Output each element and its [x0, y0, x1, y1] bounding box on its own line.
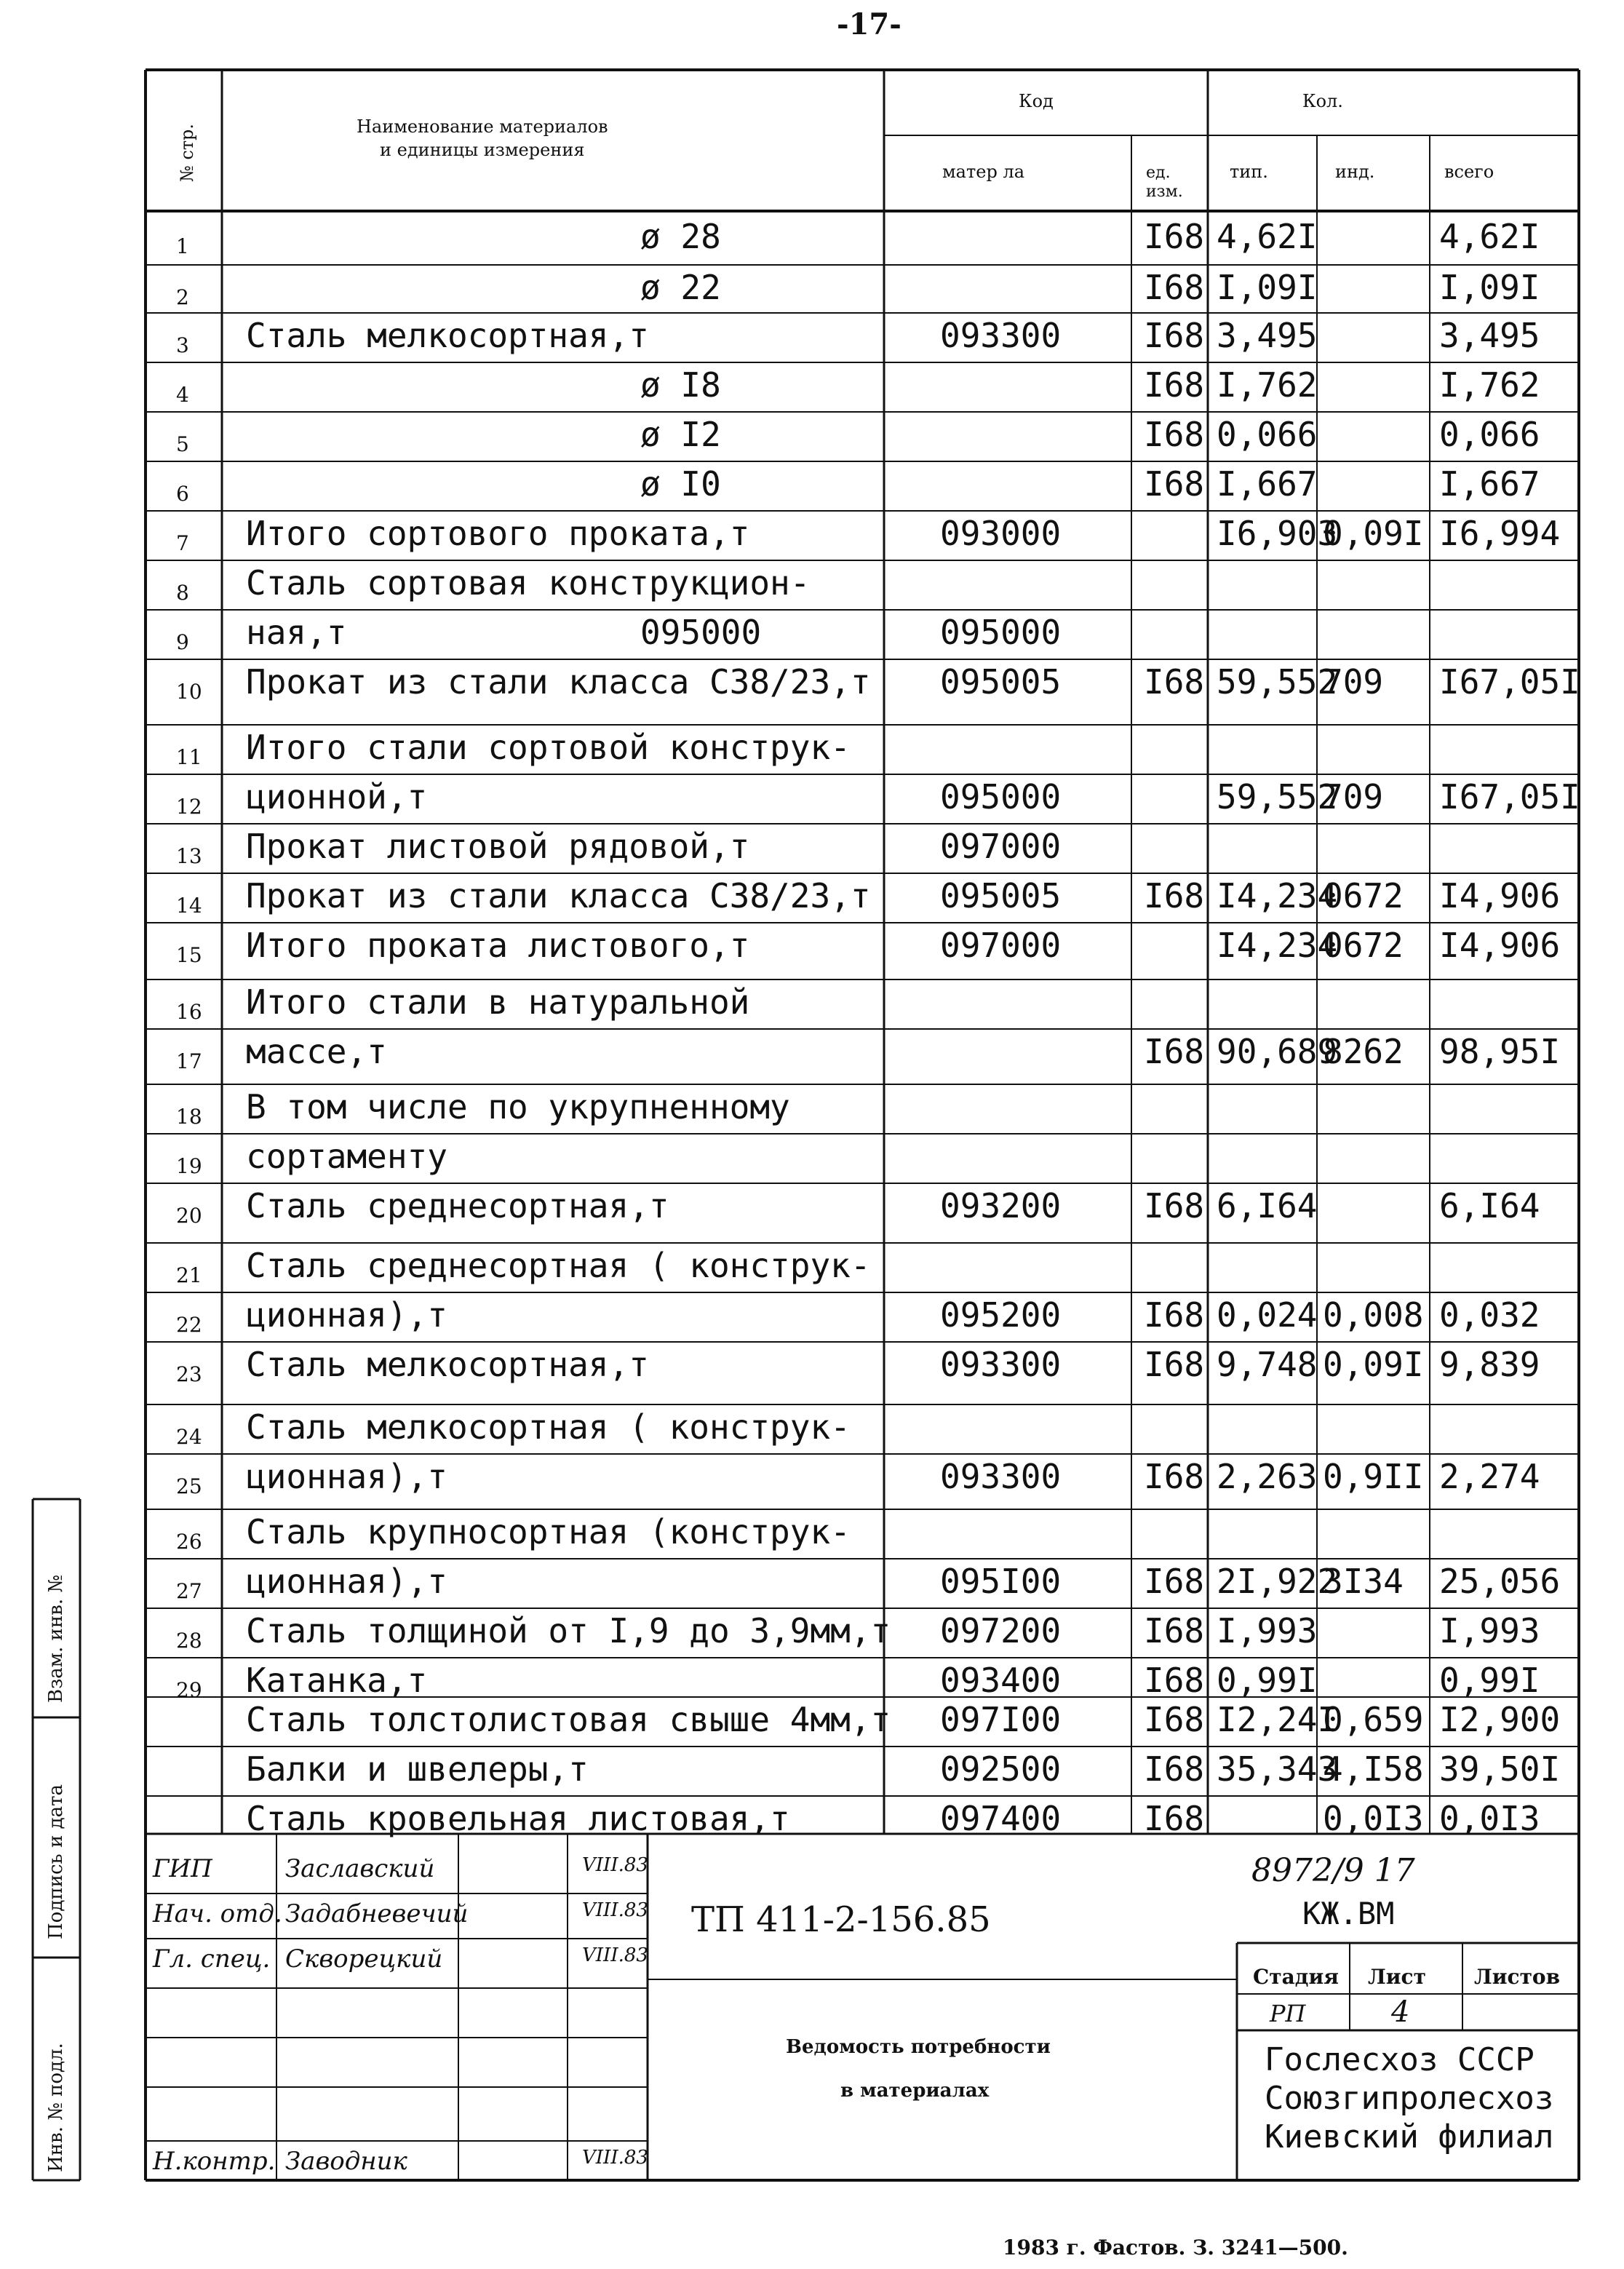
row-total: I6,994 — [1439, 514, 1561, 553]
row-name: Итого сортового проката,т — [246, 514, 750, 553]
row-typ: I,993 — [1217, 1611, 1318, 1650]
row-number: 13 — [176, 844, 202, 868]
row-number: 10 — [176, 680, 202, 704]
row-code: 097I00 — [940, 1700, 1062, 1739]
row-unit: I68 — [1144, 876, 1205, 915]
org-line-1: Гослесхоз СССР — [1265, 2041, 1535, 2078]
row-typ: 59,552 — [1217, 662, 1338, 702]
org-line-3: Киевский филиал — [1265, 2118, 1554, 2155]
row-code: 093300 — [940, 316, 1062, 355]
header-ind: инд. — [1335, 162, 1375, 182]
row-unit: I68 — [1144, 217, 1205, 256]
row-typ: I,667 — [1217, 464, 1318, 504]
row-ind: 0,659 — [1323, 1700, 1424, 1739]
sheet-ref: 8972/9 17 — [1251, 1852, 1415, 1889]
signer-date: VIII.83 — [582, 1899, 648, 1921]
row-typ: 6,I64 — [1217, 1186, 1318, 1225]
row-number: 26 — [176, 1530, 202, 1554]
signer-role: Нач. отд. — [153, 1899, 282, 1928]
row-number: 6 — [176, 482, 189, 506]
row-name: Сталь мелкосортная ( конструк- — [246, 1407, 851, 1447]
row-name: Сталь крупносортная (конструк- — [246, 1512, 851, 1551]
row-code: 093000 — [940, 514, 1062, 553]
row-unit: I68 — [1144, 316, 1205, 355]
row-name: ционной,т — [246, 777, 428, 816]
row-typ: 0,99I — [1217, 1661, 1318, 1700]
row-typ: 90,689 — [1217, 1032, 1338, 1071]
row-typ: I2,24I — [1217, 1700, 1338, 1739]
row-number: 4 — [176, 383, 189, 407]
signer-name: Скворецкий — [285, 1944, 443, 1974]
row-unit: I68 — [1144, 1345, 1205, 1384]
row-name: ø 22 — [640, 268, 721, 307]
row-typ: I,762 — [1217, 365, 1318, 405]
row-name: Прокат из стали класса С38/23,т — [246, 662, 871, 702]
row-number: 23 — [176, 1362, 202, 1386]
row-name: Итого проката листового,т — [246, 926, 750, 965]
row-code: 097000 — [940, 926, 1062, 965]
row-code: 092500 — [940, 1749, 1062, 1789]
header-unit: ед. изм. — [1146, 164, 1183, 201]
row-number: 22 — [176, 1313, 202, 1337]
row-code: 093300 — [940, 1345, 1062, 1384]
row-number: 14 — [176, 894, 202, 918]
row-typ: 9,748 — [1217, 1345, 1318, 1384]
row-name: ø I2 — [640, 415, 721, 454]
row-ind: 0672 — [1323, 926, 1404, 965]
row-code: 097400 — [940, 1799, 1062, 1838]
signer-name: Заводник — [285, 2147, 407, 2176]
row-total: I67,05I — [1439, 777, 1580, 816]
signer-role: Н.контр. — [153, 2147, 276, 2176]
row-code: 097000 — [940, 827, 1062, 866]
row-typ: 3,495 — [1217, 316, 1318, 355]
row-name: ная,т — [246, 613, 347, 652]
row-number: 9 — [176, 630, 189, 654]
title-line-2: в материалах — [840, 2080, 990, 2102]
sheet-value: 4 — [1391, 1995, 1410, 2029]
row-total: 9,839 — [1439, 1345, 1540, 1384]
row-code: 095I00 — [940, 1562, 1062, 1601]
row-number: 3 — [176, 333, 189, 357]
row-unit: I68 — [1144, 662, 1205, 702]
row-name: Итого стали сортовой конструк- — [246, 728, 851, 767]
row-code: 095000 — [940, 613, 1062, 652]
row-name: Сталь кровельная листовая,т — [246, 1799, 790, 1838]
row-number: 19 — [176, 1154, 202, 1178]
row-unit: I68 — [1144, 1799, 1205, 1838]
row-total: 0,0I3 — [1439, 1799, 1540, 1838]
row-ind: 4,I58 — [1323, 1749, 1424, 1789]
row-total: 98,95I — [1439, 1032, 1561, 1071]
row-typ: 2,263 — [1217, 1457, 1318, 1496]
row-number: 12 — [176, 795, 202, 819]
side-label-podpis: Подпись и дата — [45, 1784, 67, 1939]
row-code: 095005 — [940, 662, 1062, 702]
row-number: 15 — [176, 943, 202, 967]
row-number: 25 — [176, 1474, 202, 1498]
row-unit: I68 — [1144, 464, 1205, 504]
row-ind: 0672 — [1323, 876, 1404, 915]
header-material: матер ла — [942, 162, 1025, 182]
row-number: 24 — [176, 1425, 202, 1449]
signer-date: VIII.83 — [582, 2147, 648, 2169]
row-total: I,762 — [1439, 365, 1540, 405]
footer-print-info: 1983 г. Фастов. З. 3241—500. — [1003, 2236, 1348, 2260]
row-ind: 0,09I — [1323, 514, 1424, 553]
row-name: ø I0 — [640, 464, 721, 504]
row-code: 097200 — [940, 1611, 1062, 1650]
row-name: Прокат из стали класса С38/23,т — [246, 876, 871, 915]
row-total: 0,032 — [1439, 1295, 1540, 1335]
header-typ: тип. — [1230, 162, 1268, 182]
row-number: 1 — [176, 234, 189, 258]
row-number: 11 — [176, 745, 202, 769]
row-number: 7 — [176, 531, 189, 555]
row-total: I,667 — [1439, 464, 1540, 504]
row-code: 095000 — [940, 777, 1062, 816]
row-number: 2 — [176, 285, 189, 309]
signer-date: VIII.83 — [582, 1944, 648, 1966]
doc-code: ТП 411-2-156.85 — [691, 1899, 991, 1940]
row-total: 6,I64 — [1439, 1186, 1540, 1225]
org-line-2: Союзгипролесхоз — [1265, 2080, 1554, 2117]
row-ind: 709 — [1323, 777, 1384, 816]
row-name: Балки и швелеры,т — [246, 1749, 589, 1789]
row-unit: I68 — [1144, 1295, 1205, 1335]
row-ind: 3I34 — [1323, 1562, 1404, 1601]
title-line-1: Ведомость потребности — [786, 2036, 1051, 2058]
side-label-inv: Инв. № подл. — [45, 2043, 67, 2172]
row-name: Сталь мелкосортная,т — [246, 1345, 649, 1384]
page-number: -17- — [837, 7, 901, 41]
stage-label: Стадия — [1253, 1965, 1339, 1989]
row-total: I,993 — [1439, 1611, 1540, 1650]
row-ind: 709 — [1323, 662, 1384, 702]
row-name: ционная),т — [246, 1562, 447, 1601]
side-label-vzam: Взам. инв. № — [45, 1575, 67, 1703]
row-typ: I4,234 — [1217, 876, 1338, 915]
row-ind: 0,0I3 — [1323, 1799, 1424, 1838]
row-typ: 35,343 — [1217, 1749, 1338, 1789]
row-name: массе,т — [246, 1032, 387, 1071]
row-ind: 0,9II — [1323, 1457, 1424, 1496]
row-code: 095200 — [940, 1295, 1062, 1335]
row-unit: I68 — [1144, 1562, 1205, 1601]
signer-role: Гл. спец. — [153, 1944, 271, 1974]
row-total: I,09I — [1439, 268, 1540, 307]
row-unit: I68 — [1144, 1186, 1205, 1225]
row-number: 8 — [176, 581, 189, 605]
row-number: 5 — [176, 432, 189, 456]
row-code: 093300 — [940, 1457, 1062, 1496]
row-number: 20 — [176, 1204, 202, 1228]
row-unit: I68 — [1144, 1749, 1205, 1789]
signer-role: ГИП — [153, 1854, 212, 1883]
row-typ: I,09I — [1217, 268, 1318, 307]
signer-name: Задабневечий — [285, 1899, 469, 1928]
row-name: Сталь сортовая конструкцион- — [246, 563, 811, 603]
header-name: Наименование материалов и единицы измерения — [357, 116, 608, 160]
row-name: Итого стали в натуральной — [246, 982, 750, 1022]
header-code: Код — [1019, 91, 1054, 111]
row-total: 25,056 — [1439, 1562, 1561, 1601]
row-typ: 0,066 — [1217, 415, 1318, 454]
row-number: 18 — [176, 1105, 202, 1129]
row-number: 27 — [176, 1579, 202, 1603]
row-total: I2,900 — [1439, 1700, 1561, 1739]
row-code: 095005 — [940, 876, 1062, 915]
row-unit: I68 — [1144, 1457, 1205, 1496]
row-ind: 0,008 — [1323, 1295, 1424, 1335]
row-total: 4,62I — [1439, 217, 1540, 256]
row-name: Сталь среднесортная,т — [246, 1186, 669, 1225]
row-ind: 8262 — [1323, 1032, 1404, 1071]
row-name: Катанка,т — [246, 1661, 428, 1700]
row-unit: I68 — [1144, 1611, 1205, 1650]
row-code: 093200 — [940, 1186, 1062, 1225]
row-name: В том числе по укрупненному — [246, 1087, 790, 1126]
row-name: ционная),т — [246, 1457, 447, 1496]
row-total: 2,274 — [1439, 1457, 1540, 1496]
row-unit: I68 — [1144, 365, 1205, 405]
row-total: 39,50I — [1439, 1749, 1561, 1789]
row-total: 0,99I — [1439, 1661, 1540, 1700]
row-name: Прокат листовой рядовой,т — [246, 827, 750, 866]
row-code: 093400 — [940, 1661, 1062, 1700]
row-typ: 59,552 — [1217, 777, 1338, 816]
row-typ: I6,903 — [1217, 514, 1338, 553]
row-number: 28 — [176, 1629, 202, 1653]
row-ind: 0,09I — [1323, 1345, 1424, 1384]
signer-name: Заславский — [285, 1854, 435, 1883]
header-row-number: № стр. — [177, 123, 197, 182]
row-typ: I4,234 — [1217, 926, 1338, 965]
row-name: ø 28 — [640, 217, 721, 256]
row-unit: I68 — [1144, 415, 1205, 454]
row-name: ø I8 — [640, 365, 721, 405]
stage-value: РП — [1270, 2000, 1306, 2027]
row-number: 16 — [176, 1000, 202, 1024]
row-name: сортаменту — [246, 1137, 447, 1176]
row-name: Сталь среднесортная ( конструк- — [246, 1246, 871, 1285]
row-number: 17 — [176, 1049, 202, 1073]
row-total: I4,906 — [1439, 876, 1561, 915]
row-extra-code: 095000 — [640, 613, 762, 652]
row-typ: 4,62I — [1217, 217, 1318, 256]
sheet-label: Лист — [1368, 1965, 1426, 1989]
row-total: 0,066 — [1439, 415, 1540, 454]
row-unit: I68 — [1144, 1032, 1205, 1071]
sheets-label: Листов — [1474, 1965, 1561, 1989]
mark-code: КЖ.ВМ — [1302, 1896, 1395, 1931]
row-typ: 2I,922 — [1217, 1562, 1338, 1601]
row-typ: 0,024 — [1217, 1295, 1318, 1335]
row-unit: I68 — [1144, 268, 1205, 307]
row-number: 21 — [176, 1263, 202, 1287]
row-total: I67,05I — [1439, 662, 1580, 702]
row-total: I4,906 — [1439, 926, 1561, 965]
row-name: Сталь мелкосортная,т — [246, 316, 649, 355]
header-qty: Кол. — [1302, 91, 1343, 111]
row-name: Сталь толстолистовая свыше 4мм,т — [246, 1700, 891, 1739]
row-number: 29 — [176, 1678, 202, 1702]
row-name: ционная),т — [246, 1295, 447, 1335]
row-unit: I68 — [1144, 1700, 1205, 1739]
header-total: всего — [1444, 162, 1494, 182]
row-name: Сталь толщиной от I,9 до 3,9мм,т — [246, 1611, 891, 1650]
row-unit: I68 — [1144, 1661, 1205, 1700]
signer-date: VIII.83 — [582, 1854, 648, 1876]
row-total: 3,495 — [1439, 316, 1540, 355]
